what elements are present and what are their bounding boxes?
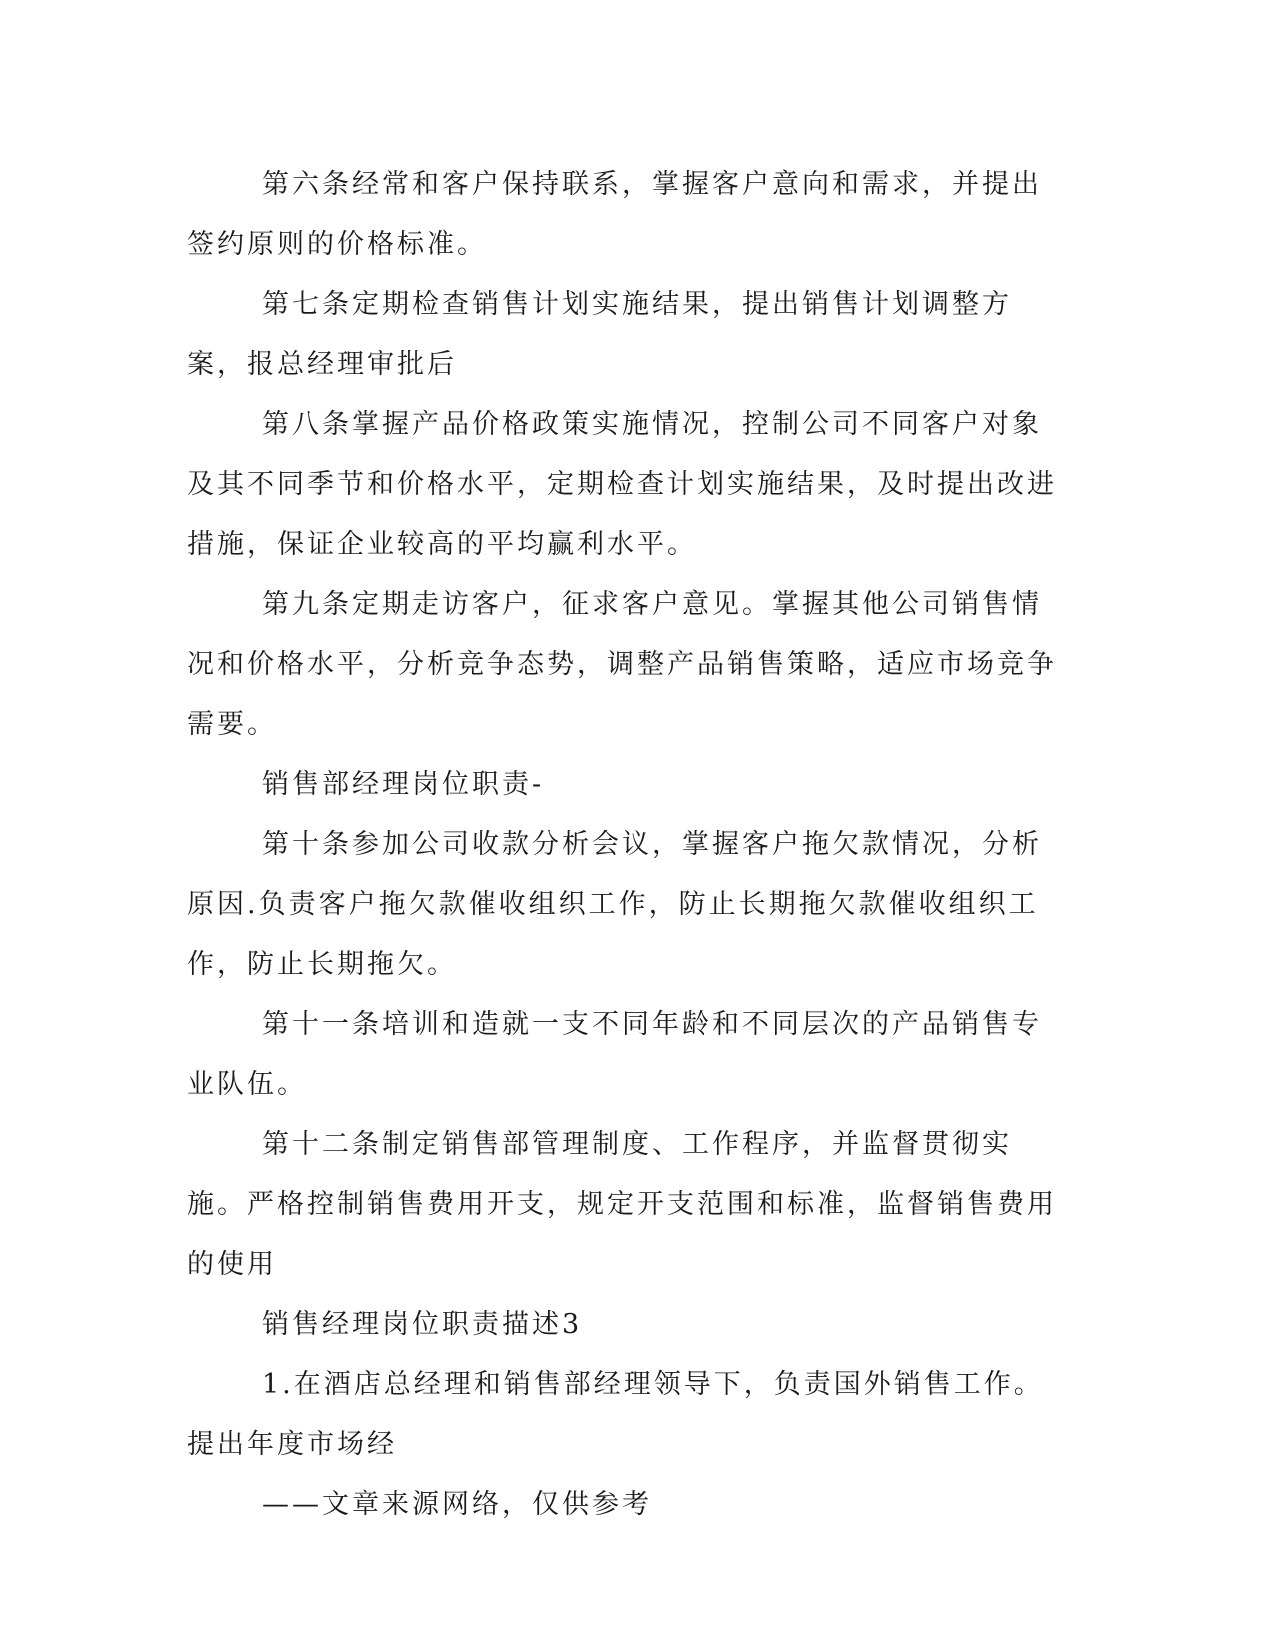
paragraph-article-11: 第十一条培训和造就一支不同年龄和不同层次的产品销售专业队伍。 [187,1009,1042,1100]
section-heading-sales-manager-duties: 销售部经理岗位职责- [262,769,545,800]
paragraph-item-1: 1.在酒店总经理和销售部经理领导下，负责国外销售工作。提出年度市场经 [187,1369,1044,1460]
section-heading-description-3: 销售经理岗位职责描述3 [262,1309,583,1340]
paragraph-article-8: 第八条掌握产品价格政策实施情况，控制公司不同客户对象及其不同季节和价格水平，定期检查计划实施结果，及时提出改进措施，保证企业较高的平均赢利水平。 [187,409,1057,560]
source-note: ——文章来源网络，仅供参考 [262,1489,652,1520]
paragraph-article-9: 第九条定期走访客户，征求客户意见。掌握其他公司销售情况和价格水平，分析竞争态势，调整产品销售策略，适应市场竞争需要。 [187,589,1057,740]
paragraph-article-10: 第十条参加公司收款分析会议，掌握客户拖欠款情况，分析原因.负责客户拖欠款催收组织工作，防止长期拖欠款催收组织工作，防止长期拖欠。 [187,829,1042,980]
paragraph-article-12: 第十二条制定销售部管理制度、工作程序，并监督贯彻实施。严格控制销售费用开支，规定开支范围和标准，监督销售费用的使用 [187,1129,1057,1280]
paragraph-article-6: 第六条经常和客户保持联系，掌握客户意向和需求，并提出签约原则的价格标准。 [187,169,1042,260]
paragraph-article-7: 第七条定期检查销售计划实施结果，提出销售计划调整方案，报总经理审批后 [187,289,1012,380]
document-body [187,155,1067,1535]
